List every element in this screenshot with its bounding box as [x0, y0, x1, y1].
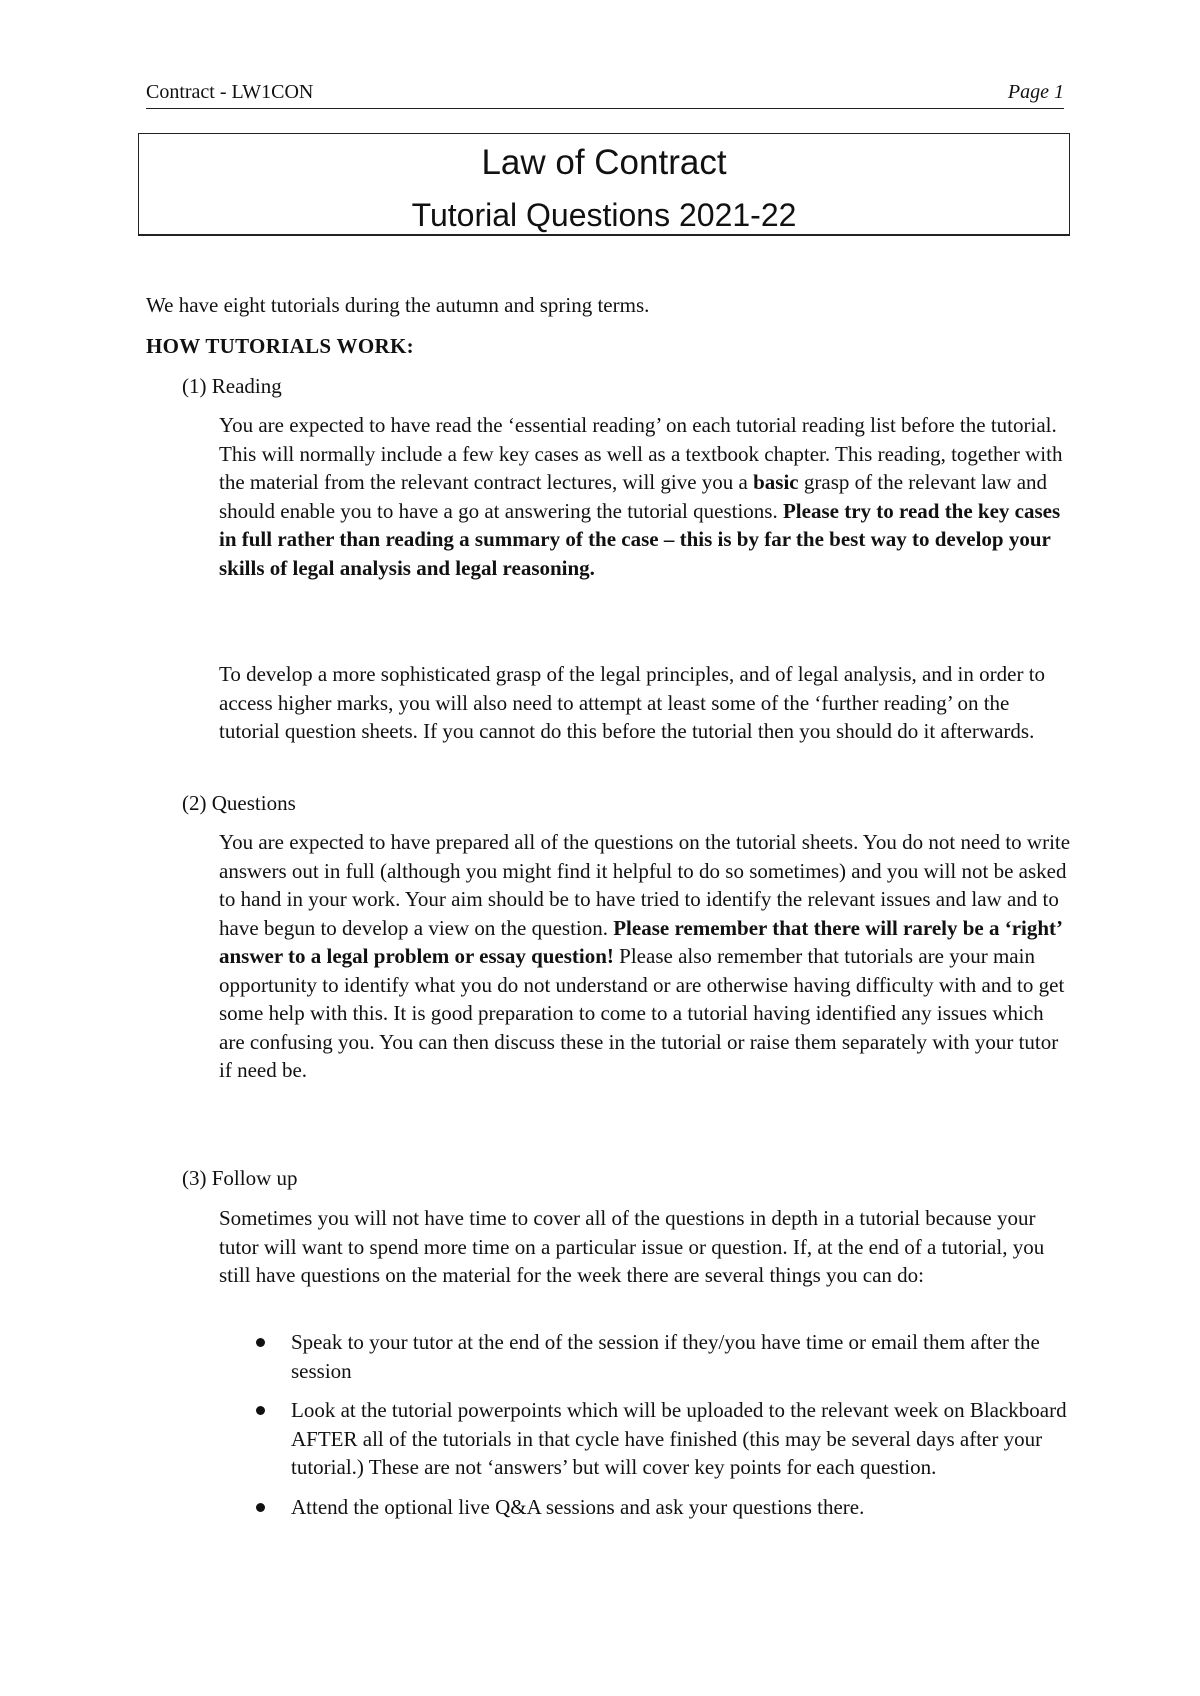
followup-paragraph: Sometimes you will not have time to cover all of the questions in depth in a tutorial because your tutor will want to spend more time on a particular issue or question. If, at the end of a tutorial, you still have questions on the material for the week there are several things you can do:: [219, 1206, 1045, 1287]
list-item-text: Speak to your tutor at the end of the session if they/you have time or email them after the session: [291, 1330, 1040, 1383]
questions-text-b: Please also remember that tutorials are your main opportunity to identify what you do not understand or are otherwise having difficulty with and to get some help with this. It is good preparation to come to a tutorial having identified any issues which are confusing you. You can then discuss these in the tutorial or raise them separately with your tutor if need be.: [219, 944, 1065, 1082]
reading-heading: (1) Reading: [182, 374, 282, 398]
reading-text-b: grasp of the relevant law and should enable you to have a go at answering the tutorial questions.: [219, 470, 1048, 523]
reading-paragraph: [219, 411, 1074, 582]
followup-list: [219, 1328, 1074, 1532]
running-header: [146, 80, 1064, 109]
reading-text-a: You are expected to have read the ‘essential reading’ on each tutorial reading list before the tutorial. This will normally include a few key cases as well as a textbook chapter. This reading, together with the material from the relevant contract lectures, will give you a: [219, 413, 1063, 494]
list-item: [219, 1328, 1074, 1385]
bullet-icon: [256, 1503, 265, 1512]
course-code: Contract - LW1CON: [146, 81, 314, 103]
questions-bold: Please remember that there will rarely be a ‘right’ answer to a legal problem or essay question!: [219, 915, 1062, 968]
questions-text-a: You are expected to have prepared all of the questions on the tutorial sheets. You do not need to write answers out in full (although you might find it helpful to do so sometimes) and you will not be asked to hand in your work. Your aim should be to have tried to identify the relevant issues and law and to have begun to develop a view on the question.: [219, 830, 1071, 940]
reading-bold-advice: Please try to read the key cases in full rather than reading a summary of the case – this is by far the best way to develop your skills of legal analysis and legal reasoning.: [219, 498, 1061, 580]
list-item: [219, 1396, 1074, 1482]
further-reading-paragraph: To develop a more sophisticated grasp of the legal principles, and of legal analysis, and in order to access higher marks, you will also need to attempt at least some of the ‘further reading’ on the tutorial question sheets. If you cannot do this before the tutorial then you should do it afterwards.: [219, 662, 1046, 743]
document-title: Law of Contract: [481, 143, 727, 182]
bullet-icon: [256, 1406, 265, 1415]
document-subtitle: Tutorial Questions 2021-22: [411, 197, 797, 233]
reading-bold-basic: basic: [753, 470, 799, 494]
bullet-icon: [256, 1338, 265, 1347]
list-item-text: Attend the optional live Q&A sessions and ask your questions there.: [291, 1494, 865, 1519]
intro-text: We have eight tutorials during the autumn and spring terms.: [146, 293, 650, 317]
title-box: [138, 133, 1070, 236]
list-item-text: Look at the tutorial powerpoints which will be uploaded to the relevant week on Blackboard AFTER all of the tutorials in that cycle have finished (this may be several days after your tutorial.) These are not ‘answers’ but will cover key points for each question.: [291, 1398, 1067, 1479]
list-item: [219, 1493, 1074, 1522]
page-number: Page 1: [1007, 81, 1064, 103]
followup-heading: (3) Follow up: [182, 1166, 298, 1190]
questions-paragraph: [219, 828, 1074, 1085]
section-heading: HOW TUTORIALS WORK:: [146, 334, 414, 358]
questions-heading: (2) Questions: [182, 791, 296, 815]
